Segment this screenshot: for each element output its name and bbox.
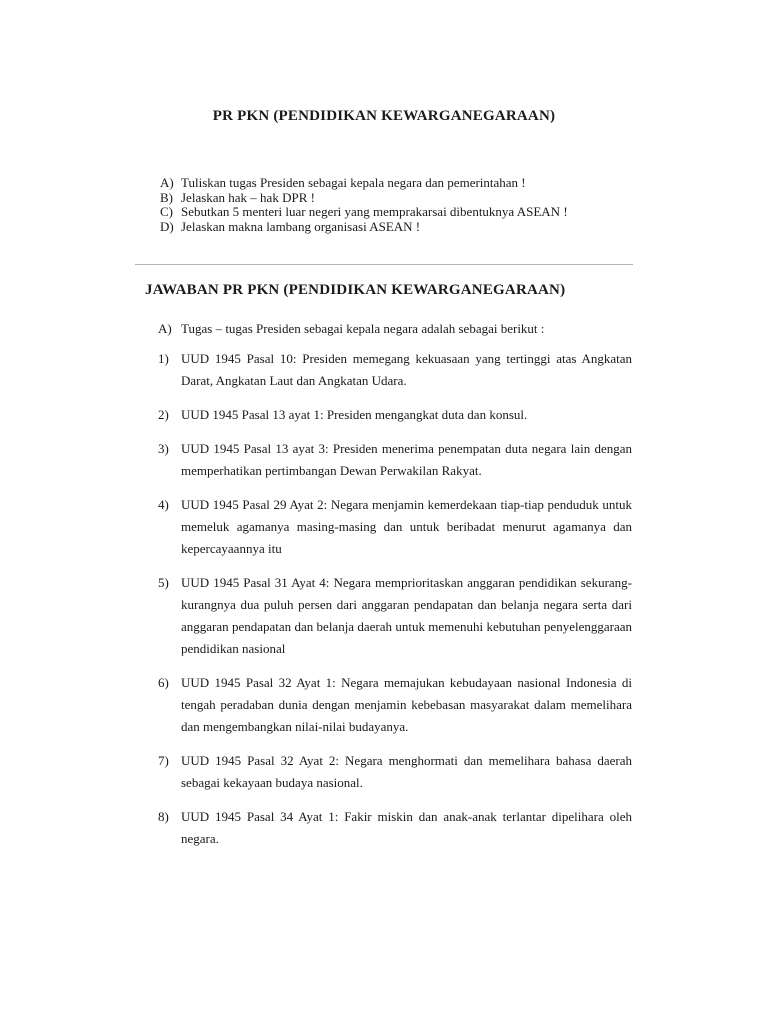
question-text: Sebutkan 5 menteri luar negeri yang memprakarsai dibentuknya ASEAN ! (181, 204, 568, 219)
answer-marker: 6) (158, 675, 169, 690)
answer-marker: 1) (158, 351, 169, 366)
section-divider (135, 264, 633, 265)
answer-text: UUD 1945 Pasal 34 Ayat 1: Fakir miskin dan anak-anak terlantar dipelihara oleh negara. (181, 809, 632, 846)
question-marker: B) (160, 189, 173, 205)
answer-text: UUD 1945 Pasal 13 ayat 3: Presiden menerima penempatan duta negara lain dengan memperhatikan pertimbangan Dewan Perwakilan Rakyat. (181, 441, 632, 478)
question-text: Jelaskan hak – hak DPR ! (181, 189, 315, 205)
question-marker: A) (160, 175, 174, 190)
answer-text: UUD 1945 Pasal 32 Ayat 1: Negara memajukan kebudayaan nasional Indonesia di tengah peradaban dunia dengan menjamin kebebasan masyarakat dalam memelihara dan mengembangkan nilai-nilai budayanya. (181, 675, 632, 734)
question-text: Jelaskan makna lambang organisasi ASEAN ! (181, 218, 421, 234)
answer-marker: 4) (158, 497, 169, 512)
answer-item (158, 572, 632, 660)
document-title: PR PKN (PENDIDIKAN KEWARGANEGARAAN) (212, 108, 556, 124)
question-item (160, 191, 660, 206)
answer-item (158, 438, 632, 482)
answer-list (158, 348, 632, 862)
answer-marker: 5) (158, 575, 169, 590)
answer-text: UUD 1945 Pasal 10: Presiden memegang kekuasaan yang tertinggi atas Angkatan Darat, Angkatan Laut dan Angkatan Udara. (181, 351, 632, 388)
answer-marker: 2) (158, 407, 169, 422)
question-item (160, 205, 660, 220)
question-item (160, 220, 660, 235)
question-marker: C) (160, 204, 173, 219)
answer-item (158, 494, 632, 560)
answer-intro-text: Tugas – tugas Presiden sebagai kepala negara adalah sebagai berikut : (181, 321, 545, 336)
answer-item (158, 404, 632, 426)
answer-text: UUD 1945 Pasal 32 Ayat 2: Negara menghormati dan memelihara bahasa daerah sebagai kekayaan budaya nasional. (181, 753, 632, 790)
answer-intro-marker: A) (158, 321, 172, 336)
answer-marker: 3) (158, 441, 169, 456)
answer-text: UUD 1945 Pasal 31 Ayat 4: Negara memprioritaskan anggaran pendidikan sekurang-kurangnya dua puluh persen dari anggaran pendapatan dan belanja negara serta dari anggaran pendapatan dan belanja daerah untuk memenuhi kebutuhan penyelenggaraan pendidikan nasional (181, 575, 632, 656)
answer-section-title: JAWABAN PR PKN (PENDIDIKAN KEWARGANEGARAAN) (145, 282, 566, 298)
answer-marker: 7) (158, 753, 169, 768)
answer-text: UUD 1945 Pasal 29 Ayat 2: Negara menjamin kemerdekaan tiap-tiap penduduk untuk memeluk agamanya masing-masing dan untuk beribadat menurut agamanya dan kepercayaannya itu (181, 497, 632, 556)
question-list (160, 176, 660, 234)
answer-text: UUD 1945 Pasal 13 ayat 1: Presiden mengangkat duta dan konsul. (181, 407, 528, 422)
answer-item (158, 672, 632, 738)
answer-intro (158, 318, 634, 340)
question-marker: D) (160, 218, 174, 234)
answer-item (158, 750, 632, 794)
answer-item (158, 806, 632, 850)
question-item (160, 176, 660, 191)
answer-item (158, 348, 632, 392)
answer-marker: 8) (158, 809, 169, 824)
question-text: Tuliskan tugas Presiden sebagai kepala negara dan pemerintahan ! (181, 175, 526, 190)
